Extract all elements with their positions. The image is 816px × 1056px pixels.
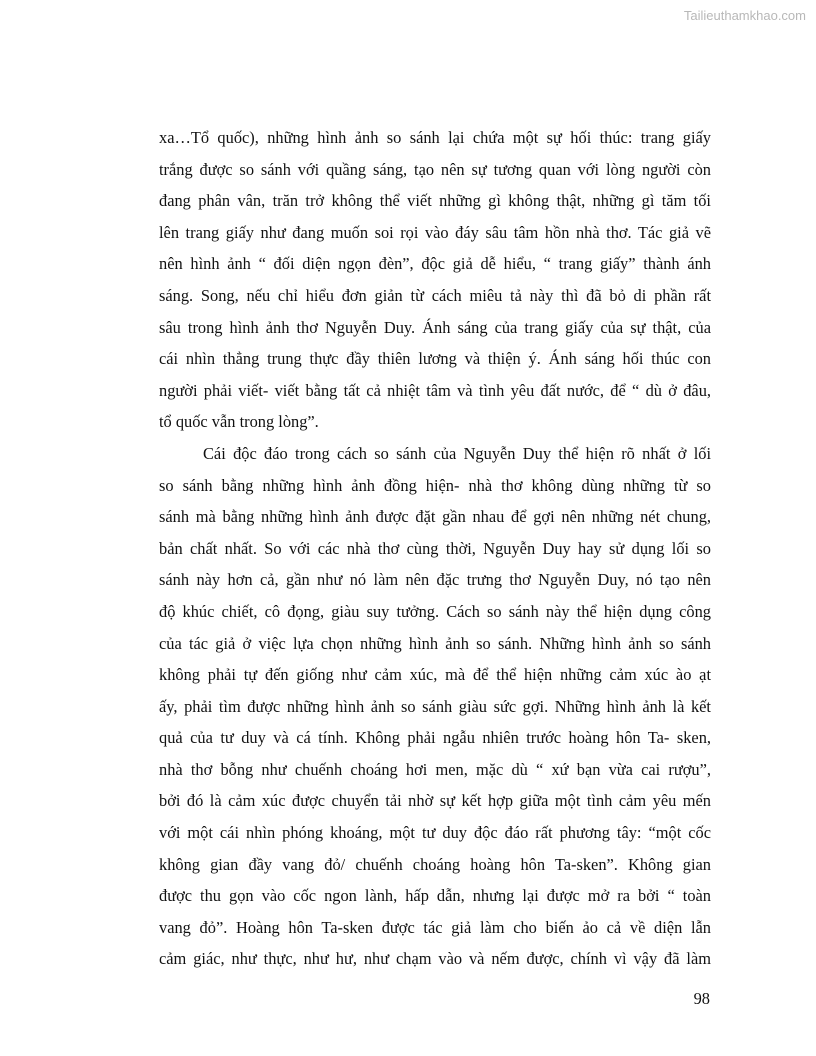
text-line: bản chất nhất. So với các nhà thơ cùng thời, Nguyễn Duy hay sử dụng lối so xyxy=(159,538,711,558)
text-line: sâu trong hình ảnh thơ Nguyễn Duy. Ánh sáng của trang giấy của sự thật, của xyxy=(159,317,711,337)
text-line: với một cái nhìn phóng khoáng, một tư duy độc đáo rất phương tây: “một cốc xyxy=(159,823,711,843)
text-line: người phải viết- viết bằng tất cả nhiệt tâm và tình yêu đất nước, để “ dù ở đâu, xyxy=(159,380,711,400)
text-line: đang phân vân, trăn trở không thể viết những gì không thật, những gì tăm tối xyxy=(159,191,711,211)
text-line: lên trang giấy như đang muốn soi rọi vào đáy sâu tâm hồn nhà thơ. Tác giả vẽ xyxy=(159,222,711,242)
text-line: xa…Tổ quốc), những hình ảnh so sánh lại chứa một sự hối thúc: trang giấy xyxy=(159,128,711,147)
watermark: Tailieuthamkhao.com xyxy=(683,8,806,23)
text-line: sánh này hơn cả, gần như nó làm nên đặc trưng thơ Nguyễn Duy, nó tạo nên xyxy=(159,570,711,590)
text-line: quả của tư duy và cá tính. Không phải ngẫu nhiên trước hoàng hôn Ta- sken, xyxy=(159,728,711,748)
text-line: nhà thơ bỗng như chuếnh choáng hơi men, mặc dù “ xứ bạn vừa cai rượu”, xyxy=(159,759,711,779)
text-line: không phải tự đến giống như cảm xúc, mà để thể hiện những cảm xúc ào ạt xyxy=(159,665,711,685)
text-line: ấy, phải tìm được những hình ảnh so sánh giàu sức gợi. Những hình ảnh là kết xyxy=(159,696,711,716)
document-body xyxy=(159,122,711,975)
text-line: so sánh bằng những hình ảnh đồng hiện- nhà thơ không dùng những từ so xyxy=(159,475,711,495)
text-line: bởi đó là cảm xúc được chuyển tải nhờ sự kết hợp giữa một tình cảm yêu mến xyxy=(159,791,711,811)
text-line: Cái độc đáo trong cách so sánh của Nguyễn Duy thể hiện rõ nhất ở lối xyxy=(203,443,711,463)
text-line: độ khúc chiết, cô đọng, giàu suy tưởng. Cách so sánh này thể hiện dụng công xyxy=(159,601,711,621)
page-number: 98 xyxy=(693,989,710,1008)
text-line: vang đỏ”. Hoàng hôn Ta-sken được tác giả làm cho biến ảo cả về diện lẫn xyxy=(159,917,711,937)
text-line: cảm giác, như thực, như hư, như chạm vào và nếm được, chính vì vậy đã làm xyxy=(159,949,711,969)
text-line: được thu gọn vào cốc ngon lành, hấp dẫn, nhưng lại được mở ra bởi “ toàn xyxy=(159,886,711,906)
text-line: của tác giả ở việc lựa chọn những hình ảnh so sánh. Những hình ảnh so sánh xyxy=(159,633,711,653)
text-line: tổ quốc vẫn trong lòng”. xyxy=(159,412,319,432)
text-line: sáng. Song, nếu chỉ hiểu đơn giản từ cách miêu tả này thì đã bỏ di phần rất xyxy=(159,285,711,305)
text-line: sánh mà bằng những hình ảnh được đặt gần nhau để gợi nên những nét chung, xyxy=(159,507,711,527)
text-line: cái nhìn thẳng trung thực đầy thiên lương và thiện ý. Ánh sáng hối thúc con xyxy=(159,349,711,369)
text-line: trắng được so sánh với quầng sáng, tạo nên sự tương quan với lòng người còn xyxy=(159,159,711,179)
text-line: nên hình ảnh “ đối diện ngọn đèn”, độc giả dễ hiểu, “ trang giấy” thành ánh xyxy=(159,254,711,274)
text-line: không gian đầy vang đỏ/ chuếnh choáng hoàng hôn Ta-sken”. Không gian xyxy=(159,854,711,874)
